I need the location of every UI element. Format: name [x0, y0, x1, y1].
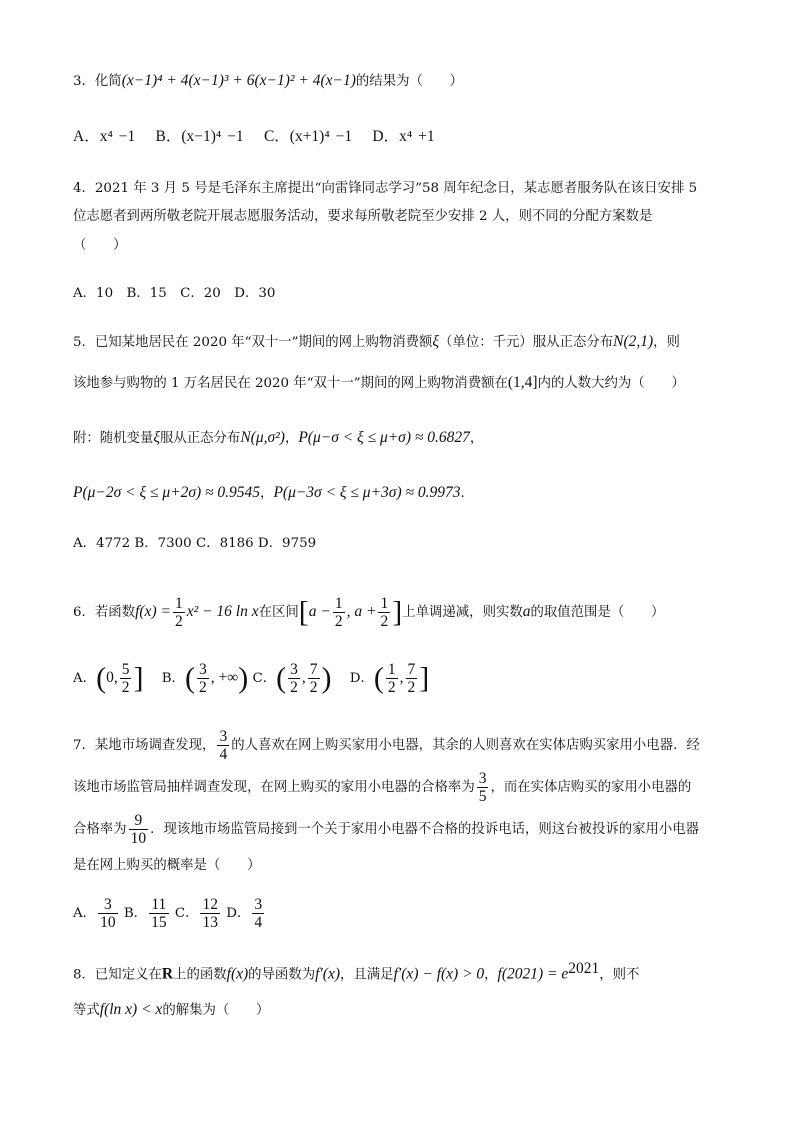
q7-option-d-label: D． [226, 906, 251, 921]
q3-number: 3． [73, 74, 95, 89]
q6-option-b-fraction: $\frac{3}{2}$ [198, 661, 207, 696]
q5-text-1c: ，则 [653, 335, 680, 350]
q7-option-a-label: A． [73, 906, 97, 921]
q5-text-2b: 内的人数大约为（ ） [537, 376, 685, 391]
q8-line-2 [73, 1001, 269, 1020]
q7-line-3 [73, 808, 699, 852]
q7-text-3b: ．现该地市场监管局接到一个关于家用小电器不合格的投诉电话，则这台被投诉的家用小电器 [150, 822, 700, 837]
q8-value: f(2021) = e [497, 965, 569, 983]
q8-fpx: f′(x) [315, 965, 341, 983]
q3-option-d: D．x⁴ +1 [372, 128, 435, 145]
q6-interval-right-fraction: $\frac{1}{2}$ [380, 595, 389, 630]
q6-option-a-left: 0, [106, 669, 118, 686]
q5-distribution: N(2,1) [613, 333, 654, 350]
q8-line-1 [73, 960, 639, 984]
q7-text-2b: ，而在实体店购买的家用小电器的 [490, 780, 692, 795]
q4-line-2: 位志愿者到两所敬老院开展志愿服务活动，要求每所敬老院至少安排 2 人，则不同的分配方案数是 [73, 209, 653, 224]
q3-pre: 化简 [94, 74, 122, 89]
q7-option-c: $\frac{12}{13}$ [202, 896, 218, 931]
q5-interval: (1,4] [507, 374, 538, 391]
q6-stem: 6．若函数f(x) = $\frac{1}{2}$ x² − 16 ln x在区间[a − $\frac{1}{2}$ , a + $\frac{1}{2}$ ]上单调递减，则实数a的取值范围是（ ） [73, 595, 665, 630]
q4-options: A．10 B．15 C．20 D．30 [73, 286, 276, 301]
q3-expression: (x−1)⁴ + 4(x−1)³ + 6(x−1)² + 4(x−1) [121, 72, 356, 89]
q6-option-b-label: B． [161, 671, 185, 686]
q8-fx: f(x) [226, 965, 249, 983]
q7-fraction-3-5: $\frac{3}{5}$ [478, 770, 487, 805]
q7-line-1 [73, 724, 700, 768]
q6-option-c-label: C． [252, 671, 277, 686]
q6-half-fraction: $\frac{1}{2}$ [174, 595, 183, 630]
q6-function-rest: x² − 16 ln x [186, 603, 259, 620]
q7-option-c-label: C． [174, 906, 199, 921]
q4-line-3: （ ） [73, 238, 127, 253]
q8-text-1d: ，且满足 [340, 967, 394, 983]
q7-option-a: $\frac{3}{10}$ [100, 896, 116, 931]
q6-text-post: 上单调递减，则实数 [402, 605, 523, 620]
q6-option-d-fraction-2: $\frac{7}{2}$ [407, 661, 416, 696]
q8-text-2b: 的解集为（ ） [162, 1003, 270, 1018]
q7-options [73, 892, 266, 936]
q8-text-1a: 8．已知定义在 [73, 967, 162, 983]
q5-line-1 [73, 333, 680, 352]
q6-interval-left-fraction: $\frac{1}{2}$ [334, 595, 343, 630]
q8-text-1f: ，则不 [599, 967, 640, 983]
q6-options: A．(0, $\frac{5}{2}$ ] B．( $\frac{3}{2}$ , +∞) C．( $\frac{3}{2}$ , $\frac{7}{2}$ ) D．( $\frac{1}{2}$ , $\frac{7}{2}$ ] [73, 661, 430, 696]
q5-line-2 [73, 374, 685, 393]
q7-text-3a: 合格率为 [73, 822, 127, 837]
q6-option-d-fraction-1: $\frac{1}{2}$ [387, 661, 396, 696]
q8-text-2a: 等式 [73, 1003, 100, 1018]
q6-option-d-label: D． [349, 671, 374, 686]
q5-prob-3: P(μ−3σ < ξ ≤ μ+3σ) ≈ 0.9973 [273, 484, 461, 501]
q8-text-1e: ， [484, 967, 498, 983]
q5-text-1b: （单位：千元）服从正态分布 [439, 335, 614, 350]
q8-text-1c: 的导函数为 [248, 967, 316, 983]
q6-text-mid: 在区间 [258, 605, 299, 620]
q6-text-a: 6．若函数 [73, 605, 136, 620]
q6-option-b-right: , +∞ [210, 669, 239, 686]
q5-options: A．4772 B．7300 C．8186 D．9759 [73, 536, 317, 551]
q8-real-set: R [161, 965, 174, 983]
q3-options [73, 128, 435, 147]
q7-line-2 [73, 766, 691, 810]
q6-text-post2: 的取值范围是（ ） [530, 605, 665, 620]
q7-text-2a: 该地市场监管局抽样调查发现，在网上购买的家用小电器的合格率为 [73, 780, 475, 795]
q3-post: 的结果为（ ） [355, 74, 464, 89]
q3-option-a: A．x⁴ −1 [73, 128, 136, 145]
q5-line-3: 附：随机变量ξ服从正态分布N(μ,σ²)，P(μ−σ < ξ ≤ μ+σ) ≈ 0.6827， [73, 429, 484, 446]
q6-option-a-fraction: $\frac{5}{2}$ [121, 661, 130, 696]
q6-fx: f(x) = [135, 603, 171, 620]
q8-exponent: 2021 [568, 960, 600, 977]
q7-fraction-9-10: $\frac{9}{10}$ [130, 812, 147, 847]
q8-text-1b: 上的函数 [173, 967, 227, 983]
q6-option-c-fraction-1: $\frac{3}{2}$ [290, 661, 298, 696]
question-3 [73, 72, 463, 91]
q5-xi: ξ [432, 333, 440, 350]
q7-option-b-label: B． [123, 906, 148, 921]
q5-text-3b: 服从正态分布 [159, 431, 241, 446]
q7-option-b: $\frac{11}{15}$ [151, 896, 167, 931]
q6-a-plus: , a + [346, 603, 377, 620]
q6-a-minus: a − [308, 603, 331, 620]
q5-text-2a: 该地参与购物的 1 万名居民在 2020 年“双十一”期间的网上购物消费额在 [73, 376, 508, 391]
q7-option-d: $\frac{3}{4}$ [254, 896, 263, 931]
q5-prob-2: P(μ−2σ < ξ ≤ μ+2σ) ≈ 0.9545 [73, 484, 261, 501]
q6-option-a-label: A． [73, 671, 97, 686]
q5-xi-2: ξ [153, 429, 160, 446]
q7-fraction-3-4: $\frac{3}{4}$ [219, 728, 228, 763]
q4-line-1: 4．2021 年 3 月 5 号是毛泽东主席提出“向雷锋同志学习”58 周年纪念日，某志愿者服务队在该日安排 5 [73, 181, 698, 196]
q3-option-c: C．(x+1)⁴ −1 [263, 128, 353, 145]
q6-option-c-fraction-2: $\frac{7}{2}$ [309, 661, 318, 696]
q7-text-1b: 的人喜欢在网上购买家用小电器，其余的人则喜欢在实体店购买家用小电器．经 [231, 738, 700, 753]
q8-inequality: f(ln x) < x [99, 1001, 163, 1018]
q5-text-1a: 5．已知某地居民在 2020 年“双十一”期间的网上购物消费额 [73, 335, 433, 350]
q5-line-4: P(μ−2σ < ξ ≤ μ+2σ) ≈ 0.9545，P(μ−3σ < ξ ≤ μ+3σ) ≈ 0.9973． [73, 484, 474, 501]
q7-line-4: 是在网上购买的概率是（ ） [73, 858, 261, 873]
q5-text-3a: 附：随机变量 [73, 431, 154, 446]
q5-prob-1: P(μ−σ < ξ ≤ μ+σ) ≈ 0.6827 [298, 429, 470, 446]
q7-text-1a: 7．某地市场调查发现， [73, 738, 216, 753]
q3-option-b: B．(x−1)⁴ −1 [155, 128, 244, 145]
q6-a: a [522, 603, 531, 620]
q5-distribution-2: N(μ,σ²) [240, 429, 285, 446]
q8-condition: f′(x) − f(x) > 0 [393, 965, 485, 983]
